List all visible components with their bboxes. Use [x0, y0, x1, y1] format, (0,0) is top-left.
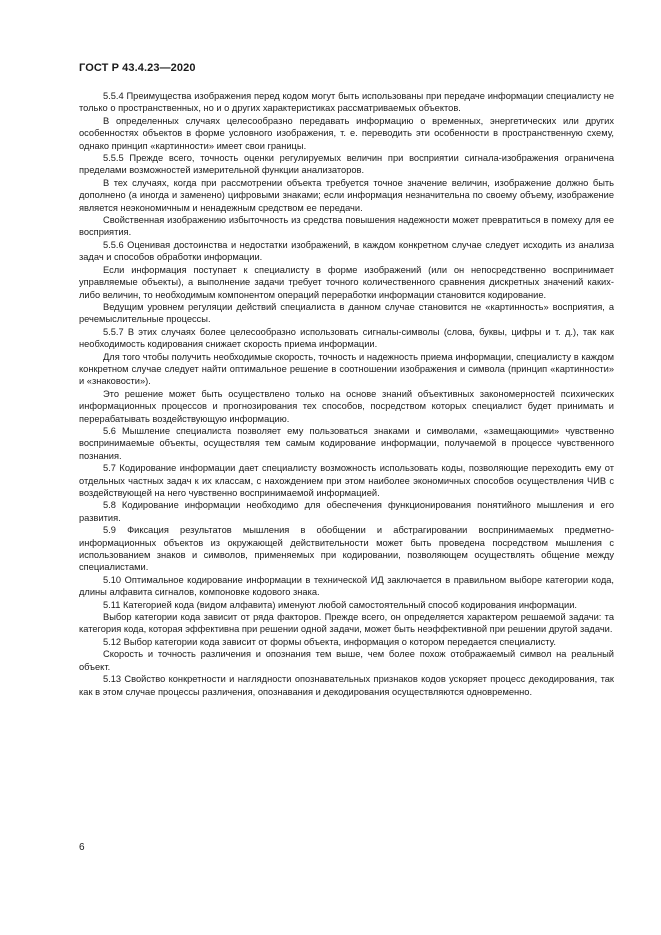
paragraph-5-6: 5.6 Мышление специалиста позволяет ему пользоваться знаками и символами, «замещающими» чувственно воспринимаемые объекты, осуществляя тем самым кодирование информации, получаемой в процессе чувственного познания. — [79, 425, 614, 461]
paragraph-5-13: 5.13 Свойство конкретности и наглядности опознавательных признаков кодов ускоряет процесс декодирования, так как в этом случае процессы различения, опознавания и декодирования осуществляются одновременно. — [79, 674, 614, 697]
paragraph-5-12: 5.12 Выбор категории кода зависит от формы объекта, информация о котором передается специалисту. — [103, 636, 556, 647]
paragraph-5-8: 5.8 Кодирование информации необходимо для обеспечения функционирования понятийного мышления и его развития. — [79, 500, 614, 523]
page-number: 6 — [79, 842, 85, 853]
body-text — [79, 90, 614, 698]
paragraph-5-9: 5.9 Фиксация результатов мышления в обобщении и абстрагировании воспринимаемых предметно-информационных объектов из окружающей действительности может быть проведена посредством мышления с использованием знаков и символов, применяемых при кодировании, позволяющем осуществлять общение между специалистами. — [79, 525, 614, 573]
paragraph-5-7: 5.7 Кодирование информации дает специалисту возможность использовать коды, позволяющие переходить ему от отдельных частных задач к их классам, с нахождением при этом наиболее экономичных способов осуществления ЧИВ с воздействующей на него чувственно воспринимаемой информацией. — [79, 463, 614, 498]
standard-header: ГОСТ Р 43.4.23—2020 — [79, 62, 196, 74]
paragraph-5-5-4: 5.5.4 Преимущества изображения перед кодом могут быть использованы при передаче информации специалисту не только о пространственных, но и о других характеристиках рассматриваемых объектов. — [79, 91, 614, 114]
paragraph-5-5-6: 5.5.6 Оценивая достоинства и недостатки изображений, в каждом конкретном случае следует исходить из анализа задач и способов обработки информации. — [79, 239, 614, 263]
paragraph: Выбор категории кода зависит от ряда факторов. Прежде всего, он определяется характером решаемой задачи: та категория кода, которая эффективна при решении одной задачи, может быть неэффективной при решении другой задачи. — [79, 612, 614, 635]
paragraph: Скорость и точность различения и опознания тем выше, чем более похож отображаемый символ на реальный объект. — [79, 649, 614, 672]
paragraph: Ведущим уровнем регуляции действий специалиста в данном случае становится не «картинность» восприятия, а речемыслительные процессы. — [79, 301, 614, 325]
paragraph: Свойственная изображению избыточность из средства повышения надежности может превратиться в помеху для ее восприятия. — [79, 215, 614, 238]
paragraph: В определенных случаях целесообразно передавать информацию о временных, энергетических или других особенностях объектов в форме условного изображения, т. е. переводить эти особенности в пространственную схему, однако принцип «картинности» имеет свои границы. — [79, 115, 614, 151]
paragraph-5-11: 5.11 Категорией кода (видом алфавита) именуют любой самостоятельный способ кодирования информации. — [103, 599, 578, 610]
paragraph-5-10: 5.10 Оптимальное кодирование информации в технической ИД заключается в правильном выборе категории кода, длины алфавита сигналов, компоновке кодового знака. — [79, 574, 614, 598]
paragraph-5-5-5: 5.5.5 Прежде всего, точность оценки регулируемых величин при восприятии сигнала-изображения ограничена пределами возможностей измерительной функции анализаторов. — [79, 153, 614, 176]
paragraph-5-5-7: 5.5.7 В этих случаях более целесообразно использовать сигналы-символы (слова, буквы, цифры и т. д.), так как необходимость кодирования снижает скорость приема информации. — [79, 326, 614, 350]
paragraph: Это решение может быть осуществлено только на основе знаний объективных закономерностей психических информационных процессов и прогнозирования тех способов, посредством которых специалист будет принимать и перерабатывать воздействующую информацию. — [79, 388, 614, 424]
paragraph: В тех случаях, когда при рассмотрении объекта требуется точное значение величин, изображение должно быть дополнено (а иногда и заменено) цифровыми знаками; если информация незначительна по своему объему, изображение является неэкономичным и ненадежным средством ее передачи. — [79, 177, 614, 213]
paragraph: Для того чтобы получить необходимые скорость, точность и надежность приема информации, специалисту в каждом конкретном случае следует найти оптимальное решение в соотношении изображения и символа (принцип «картинности» и «знаковости»). — [79, 351, 614, 387]
paragraph: Если информация поступает к специалисту в форме изображений (или он непосредственно воспринимает управляемые объекты), а выполнение задачи требует точного количественного сравнения дискретных значений каких-либо величин, то необходимым компонентом операций переработки информации становится кодирование. — [79, 264, 614, 300]
